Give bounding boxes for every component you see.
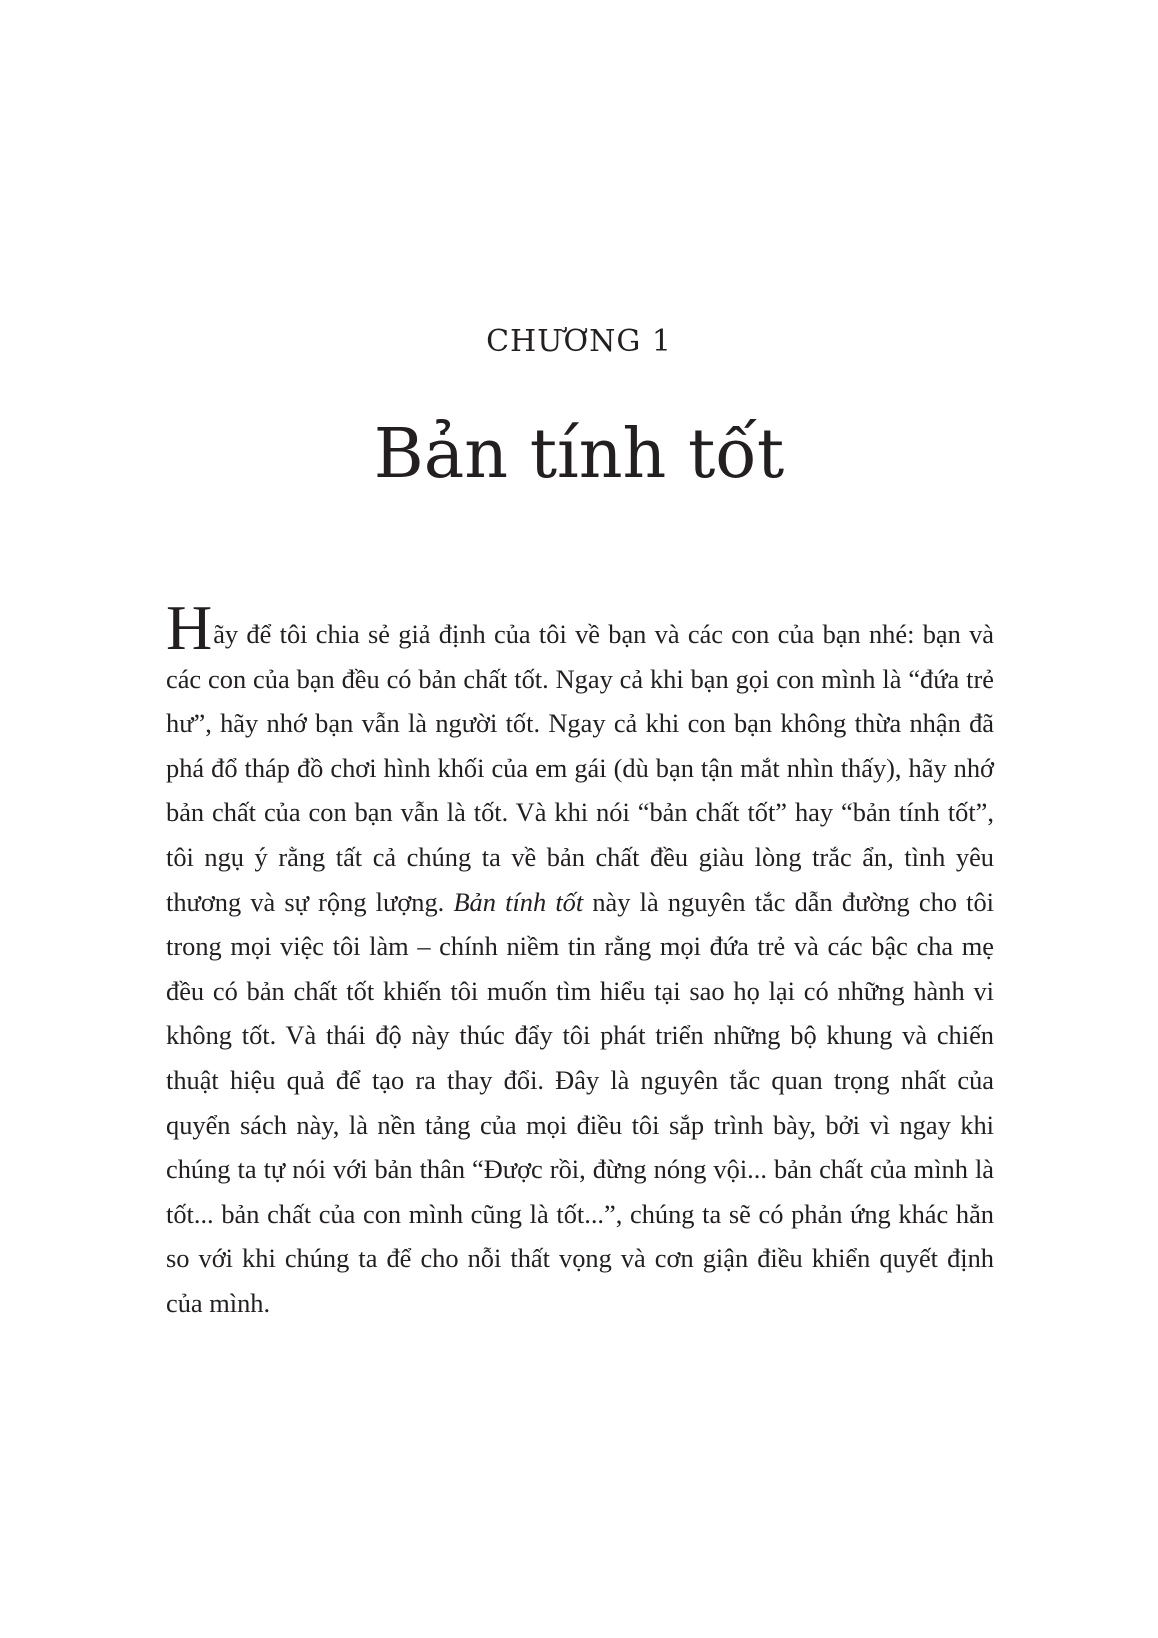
chapter-title: Bản tính tốt — [373, 415, 785, 494]
body-paragraph — [166, 592, 995, 1326]
body-text-italic: Bản tính tốt — [453, 886, 584, 917]
body-text-part-2: này là nguyên tắc dẫn đường cho tôi trong mọi việc tôi làm – chính niềm tin rằng mọi đứa trẻ và các bậc cha mẹ đều có bản chất tốt khiến tôi muốn tìm hiểu tại sao họ lại có những hành vi không tốt. Và thái độ này thúc đẩy tôi phát triển những bộ khung và chiến thuật hiệu quả để tạo ra thay đổi. Đây là nguyên tắc quan trọng nhất của quyển sách này, là nền tảng của mọi điều tôi sắp trình bày, bởi vì ngay khi chúng ta tự nói với bản thân “Được rồi, đừng nóng vội... bản chất của mình là tốt... bản chất của con mình cũng là tốt...”, chúng ta sẽ có phản ứng khác hẳn so với khi chúng ta để cho nỗi thất vọng và cơn giận điều khiển quyết định của mình. — [166, 886, 995, 1318]
drop-cap: H — [166, 592, 213, 663]
body-text-part-1: ãy để tôi chia sẻ giả định của tôi về bạn và các con của bạn nhé: bạn và các con của bạn đều có bản chất tốt. Ngay cả khi bạn gọi con mình là “đứa trẻ hư”, hãy nhớ bạn vẫn là người tốt. Ngay cả khi con bạn không thừa nhận đã phá đổ tháp đồ chơi hình khối của em gái (dù bạn tận mắt nhìn thấy), hãy nhớ bản chất của con bạn vẫn là tốt. Và khi nói “bản chất tốt” hay “bản tính tốt”, tôi ngụ ý rằng tất cả chúng ta về bản chất đều giàu lòng trắc ẩn, tình yêu thương và sự rộng lượng. — [166, 619, 994, 917]
chapter-label: CHƯƠNG 1 — [486, 324, 672, 359]
